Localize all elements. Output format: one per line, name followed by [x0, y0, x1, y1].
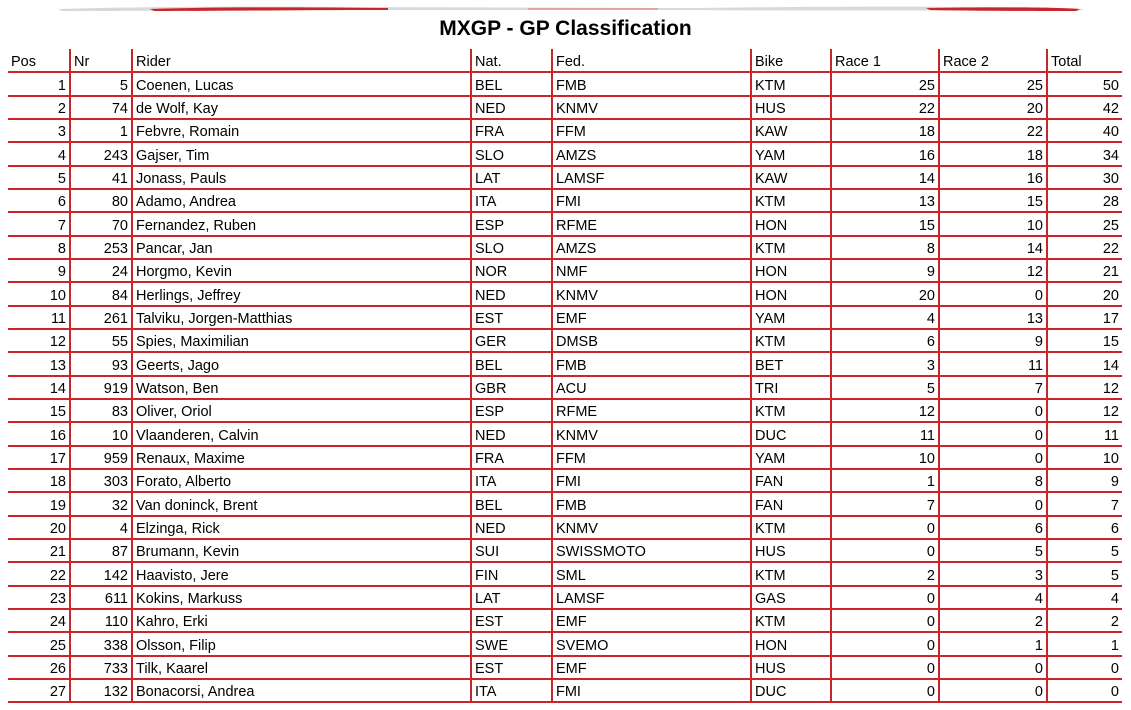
fed-cell: RFME — [552, 212, 751, 235]
col-header-total: Total — [1047, 49, 1122, 72]
fed-cell: AMZS — [552, 142, 751, 165]
rider-cell: Jonass, Pauls — [132, 166, 471, 189]
race1-cell: 25 — [831, 72, 939, 95]
total-cell: 11 — [1047, 422, 1122, 445]
bike-cell: HON — [751, 212, 831, 235]
total-cell: 14 — [1047, 352, 1122, 375]
race2-cell: 15 — [939, 189, 1047, 212]
rider-cell: Herlings, Jeffrey — [132, 282, 471, 305]
fed-cell: AMZS — [552, 236, 751, 259]
race1-cell: 7 — [831, 492, 939, 515]
total-cell: 6 — [1047, 516, 1122, 539]
page-title: MXGP - GP Classification — [439, 17, 692, 40]
pos-cell: 17 — [8, 446, 70, 469]
total-cell: 50 — [1047, 72, 1122, 95]
bike-cell: HUS — [751, 96, 831, 119]
nr-cell: 959 — [70, 446, 132, 469]
fed-cell: LAMSF — [552, 586, 751, 609]
total-cell: 30 — [1047, 166, 1122, 189]
race1-cell: 11 — [831, 422, 939, 445]
nat-cell: ITA — [471, 469, 552, 492]
total-cell: 34 — [1047, 142, 1122, 165]
race2-cell: 13 — [939, 306, 1047, 329]
pos-cell: 21 — [8, 539, 70, 562]
race2-cell: 18 — [939, 142, 1047, 165]
race1-cell: 0 — [831, 632, 939, 655]
nr-cell: 70 — [70, 212, 132, 235]
race2-cell: 0 — [939, 679, 1047, 702]
fed-cell: DMSB — [552, 329, 751, 352]
pos-cell: 4 — [8, 142, 70, 165]
race1-cell: 0 — [831, 656, 939, 679]
bike-cell: YAM — [751, 306, 831, 329]
bike-cell: TRI — [751, 376, 831, 399]
table-row — [8, 166, 1122, 189]
table-row — [8, 236, 1122, 259]
race2-cell: 6 — [939, 516, 1047, 539]
race2-cell: 3 — [939, 562, 1047, 585]
col-header-nr: Nr — [70, 49, 132, 72]
nr-cell: 733 — [70, 656, 132, 679]
rider-cell: Watson, Ben — [132, 376, 471, 399]
bike-cell: KTM — [751, 609, 831, 632]
rider-cell: Spies, Maximilian — [132, 329, 471, 352]
fed-cell: RFME — [552, 399, 751, 422]
rider-cell: Elzinga, Rick — [132, 516, 471, 539]
pos-cell: 27 — [8, 679, 70, 702]
table-row — [8, 656, 1122, 679]
bike-cell: HON — [751, 282, 831, 305]
pos-cell: 2 — [8, 96, 70, 119]
table-row — [8, 306, 1122, 329]
nr-cell: 84 — [70, 282, 132, 305]
pos-cell: 18 — [8, 469, 70, 492]
race1-cell: 14 — [831, 166, 939, 189]
pos-cell: 3 — [8, 119, 70, 142]
table-row — [8, 142, 1122, 165]
fed-cell: SVEMO — [552, 632, 751, 655]
fed-cell: LAMSF — [552, 166, 751, 189]
total-cell: 7 — [1047, 492, 1122, 515]
rider-cell: Pancar, Jan — [132, 236, 471, 259]
bike-cell: YAM — [751, 142, 831, 165]
race2-cell: 0 — [939, 282, 1047, 305]
race1-cell: 10 — [831, 446, 939, 469]
pos-cell: 1 — [8, 72, 70, 95]
table-row — [8, 679, 1122, 702]
race2-cell: 4 — [939, 586, 1047, 609]
nr-cell: 93 — [70, 352, 132, 375]
rider-cell: Kokins, Markuss — [132, 586, 471, 609]
bike-cell: KTM — [751, 72, 831, 95]
nr-cell: 24 — [70, 259, 132, 282]
rider-cell: Fernandez, Ruben — [132, 212, 471, 235]
race2-cell: 0 — [939, 492, 1047, 515]
total-cell: 4 — [1047, 586, 1122, 609]
table-row — [8, 376, 1122, 399]
nat-cell: LAT — [471, 166, 552, 189]
race2-cell: 8 — [939, 469, 1047, 492]
fed-cell: EMF — [552, 656, 751, 679]
rider-cell: Renaux, Maxime — [132, 446, 471, 469]
race1-cell: 0 — [831, 679, 939, 702]
col-header-bike: Bike — [751, 49, 831, 72]
race2-cell: 12 — [939, 259, 1047, 282]
rider-cell: Forato, Alberto — [132, 469, 471, 492]
total-cell: 17 — [1047, 306, 1122, 329]
nr-cell: 132 — [70, 679, 132, 702]
pos-cell: 13 — [8, 352, 70, 375]
pos-cell: 22 — [8, 562, 70, 585]
table-row — [8, 469, 1122, 492]
total-cell: 42 — [1047, 96, 1122, 119]
pos-cell: 19 — [8, 492, 70, 515]
col-header-race1: Race 1 — [831, 49, 939, 72]
rider-cell: Talviku, Jorgen-Matthias — [132, 306, 471, 329]
pos-cell: 5 — [8, 166, 70, 189]
rider-cell: Adamo, Andrea — [132, 189, 471, 212]
race2-cell: 1 — [939, 632, 1047, 655]
nat-cell: NED — [471, 516, 552, 539]
header-row — [8, 49, 1122, 72]
race2-cell: 20 — [939, 96, 1047, 119]
fed-cell: FFM — [552, 119, 751, 142]
table-row — [8, 609, 1122, 632]
nr-cell: 83 — [70, 399, 132, 422]
bike-cell: HUS — [751, 656, 831, 679]
pos-cell: 10 — [8, 282, 70, 305]
rider-cell: Haavisto, Jere — [132, 562, 471, 585]
race2-cell: 0 — [939, 422, 1047, 445]
race2-cell: 2 — [939, 609, 1047, 632]
fed-cell: KNMV — [552, 282, 751, 305]
nr-cell: 55 — [70, 329, 132, 352]
pos-cell: 15 — [8, 399, 70, 422]
table-row — [8, 399, 1122, 422]
fed-cell: KNMV — [552, 96, 751, 119]
pos-cell: 24 — [8, 609, 70, 632]
nat-cell: ITA — [471, 189, 552, 212]
rider-cell: Olsson, Filip — [132, 632, 471, 655]
total-cell: 12 — [1047, 399, 1122, 422]
rider-cell: Tilk, Kaarel — [132, 656, 471, 679]
bike-cell: KTM — [751, 516, 831, 539]
nr-cell: 80 — [70, 189, 132, 212]
race1-cell: 1 — [831, 469, 939, 492]
nr-cell: 10 — [70, 422, 132, 445]
bike-cell: DUC — [751, 422, 831, 445]
table-row — [8, 539, 1122, 562]
race1-cell: 15 — [831, 212, 939, 235]
bike-cell: HON — [751, 632, 831, 655]
classification-table — [8, 49, 1122, 703]
nr-cell: 4 — [70, 516, 132, 539]
fed-cell: KNMV — [552, 422, 751, 445]
rider-cell: Kahro, Erki — [132, 609, 471, 632]
bike-cell: KTM — [751, 236, 831, 259]
rider-cell: de Wolf, Kay — [132, 96, 471, 119]
pos-cell: 7 — [8, 212, 70, 235]
nat-cell: NED — [471, 422, 552, 445]
bike-cell: KAW — [751, 166, 831, 189]
race1-cell: 0 — [831, 609, 939, 632]
total-cell: 0 — [1047, 656, 1122, 679]
nat-cell: BEL — [471, 352, 552, 375]
pos-cell: 23 — [8, 586, 70, 609]
nr-cell: 243 — [70, 142, 132, 165]
table-row — [8, 632, 1122, 655]
pos-cell: 12 — [8, 329, 70, 352]
fed-cell: SWISSMOTO — [552, 539, 751, 562]
rider-cell: Coenen, Lucas — [132, 72, 471, 95]
table-row — [8, 189, 1122, 212]
race1-cell: 9 — [831, 259, 939, 282]
nat-cell: EST — [471, 609, 552, 632]
fed-cell: NMF — [552, 259, 751, 282]
bike-cell: GAS — [751, 586, 831, 609]
col-header-race2: Race 2 — [939, 49, 1047, 72]
bike-cell: HON — [751, 259, 831, 282]
total-cell: 12 — [1047, 376, 1122, 399]
nat-cell: SUI — [471, 539, 552, 562]
nat-cell: FRA — [471, 119, 552, 142]
fed-cell: FFM — [552, 446, 751, 469]
race1-cell: 0 — [831, 516, 939, 539]
bike-cell: KTM — [751, 399, 831, 422]
nr-cell: 303 — [70, 469, 132, 492]
nr-cell: 919 — [70, 376, 132, 399]
total-cell: 15 — [1047, 329, 1122, 352]
pos-cell: 14 — [8, 376, 70, 399]
nat-cell: NED — [471, 96, 552, 119]
total-cell: 40 — [1047, 119, 1122, 142]
race2-cell: 0 — [939, 656, 1047, 679]
nr-cell: 5 — [70, 72, 132, 95]
table-row — [8, 352, 1122, 375]
nat-cell: ESP — [471, 212, 552, 235]
nat-cell: EST — [471, 656, 552, 679]
total-cell: 2 — [1047, 609, 1122, 632]
race1-cell: 18 — [831, 119, 939, 142]
table-row — [8, 516, 1122, 539]
race2-cell: 9 — [939, 329, 1047, 352]
fed-cell: EMF — [552, 306, 751, 329]
pos-cell: 11 — [8, 306, 70, 329]
race2-cell: 7 — [939, 376, 1047, 399]
total-cell: 20 — [1047, 282, 1122, 305]
nr-cell: 41 — [70, 166, 132, 189]
race2-cell: 25 — [939, 72, 1047, 95]
race2-cell: 16 — [939, 166, 1047, 189]
race1-cell: 2 — [831, 562, 939, 585]
pos-cell: 6 — [8, 189, 70, 212]
total-cell: 5 — [1047, 562, 1122, 585]
fed-cell: FMB — [552, 352, 751, 375]
nat-cell: SLO — [471, 142, 552, 165]
pos-cell: 26 — [8, 656, 70, 679]
table-row — [8, 446, 1122, 469]
fed-cell: KNMV — [552, 516, 751, 539]
nat-cell: FRA — [471, 446, 552, 469]
nat-cell: EST — [471, 306, 552, 329]
total-cell: 10 — [1047, 446, 1122, 469]
col-header-fed: Fed. — [552, 49, 751, 72]
nat-cell: SLO — [471, 236, 552, 259]
bike-cell: YAM — [751, 446, 831, 469]
total-cell: 1 — [1047, 632, 1122, 655]
race2-cell: 11 — [939, 352, 1047, 375]
race1-cell: 3 — [831, 352, 939, 375]
fed-cell: ACU — [552, 376, 751, 399]
nat-cell: LAT — [471, 586, 552, 609]
race2-cell: 0 — [939, 446, 1047, 469]
nat-cell: BEL — [471, 72, 552, 95]
bike-cell: BET — [751, 352, 831, 375]
race1-cell: 0 — [831, 539, 939, 562]
pos-cell: 9 — [8, 259, 70, 282]
rider-cell: Febvre, Romain — [132, 119, 471, 142]
nr-cell: 74 — [70, 96, 132, 119]
race2-cell: 0 — [939, 399, 1047, 422]
nr-cell: 1 — [70, 119, 132, 142]
table-row — [8, 212, 1122, 235]
nat-cell: FIN — [471, 562, 552, 585]
table-row — [8, 422, 1122, 445]
nat-cell: GBR — [471, 376, 552, 399]
fed-cell: SML — [552, 562, 751, 585]
total-cell: 21 — [1047, 259, 1122, 282]
bike-cell: KTM — [751, 189, 831, 212]
rider-cell: Oliver, Oriol — [132, 399, 471, 422]
race2-cell: 5 — [939, 539, 1047, 562]
race1-cell: 4 — [831, 306, 939, 329]
pos-cell: 16 — [8, 422, 70, 445]
fed-cell: FMI — [552, 189, 751, 212]
rider-cell: Geerts, Jago — [132, 352, 471, 375]
race2-cell: 22 — [939, 119, 1047, 142]
table-row — [8, 562, 1122, 585]
nr-cell: 338 — [70, 632, 132, 655]
rider-cell: Vlaanderen, Calvin — [132, 422, 471, 445]
table-row — [8, 259, 1122, 282]
rider-cell: Brumann, Kevin — [132, 539, 471, 562]
col-header-nat: Nat. — [471, 49, 552, 72]
nat-cell: GER — [471, 329, 552, 352]
nr-cell: 261 — [70, 306, 132, 329]
bike-cell: DUC — [751, 679, 831, 702]
race1-cell: 5 — [831, 376, 939, 399]
fed-cell: FMB — [552, 72, 751, 95]
nr-cell: 110 — [70, 609, 132, 632]
bike-cell: KTM — [751, 329, 831, 352]
rider-cell: Gajser, Tim — [132, 142, 471, 165]
race1-cell: 16 — [831, 142, 939, 165]
nr-cell: 87 — [70, 539, 132, 562]
table-row — [8, 586, 1122, 609]
race2-cell: 14 — [939, 236, 1047, 259]
pos-cell: 20 — [8, 516, 70, 539]
rider-cell: Bonacorsi, Andrea — [132, 679, 471, 702]
race1-cell: 8 — [831, 236, 939, 259]
nat-cell: NOR — [471, 259, 552, 282]
fed-cell: EMF — [552, 609, 751, 632]
nat-cell: ITA — [471, 679, 552, 702]
fed-cell: FMI — [552, 469, 751, 492]
total-cell: 22 — [1047, 236, 1122, 259]
rider-cell: Horgmo, Kevin — [132, 259, 471, 282]
race1-cell: 20 — [831, 282, 939, 305]
total-cell: 25 — [1047, 212, 1122, 235]
total-cell: 28 — [1047, 189, 1122, 212]
table-row — [8, 119, 1122, 142]
table-row — [8, 72, 1122, 95]
pos-cell: 25 — [8, 632, 70, 655]
bike-cell: KAW — [751, 119, 831, 142]
table-row — [8, 282, 1122, 305]
rider-cell: Van doninck, Brent — [132, 492, 471, 515]
fed-cell: FMB — [552, 492, 751, 515]
nr-cell: 611 — [70, 586, 132, 609]
bike-cell: KTM — [751, 562, 831, 585]
col-header-rider: Rider — [132, 49, 471, 72]
nr-cell: 142 — [70, 562, 132, 585]
table-row — [8, 329, 1122, 352]
nat-cell: NED — [471, 282, 552, 305]
race1-cell: 12 — [831, 399, 939, 422]
race1-cell: 6 — [831, 329, 939, 352]
header-brush-stroke — [58, 4, 1084, 13]
nr-cell: 253 — [70, 236, 132, 259]
total-cell: 9 — [1047, 469, 1122, 492]
race1-cell: 22 — [831, 96, 939, 119]
table-row — [8, 492, 1122, 515]
bike-cell: HUS — [751, 539, 831, 562]
nat-cell: ESP — [471, 399, 552, 422]
total-cell: 0 — [1047, 679, 1122, 702]
nat-cell: BEL — [471, 492, 552, 515]
col-header-pos: Pos — [8, 49, 70, 72]
fed-cell: FMI — [552, 679, 751, 702]
race2-cell: 10 — [939, 212, 1047, 235]
pos-cell: 8 — [8, 236, 70, 259]
bike-cell: FAN — [751, 492, 831, 515]
bike-cell: FAN — [751, 469, 831, 492]
nat-cell: SWE — [471, 632, 552, 655]
table-row — [8, 96, 1122, 119]
race1-cell: 13 — [831, 189, 939, 212]
nr-cell: 32 — [70, 492, 132, 515]
total-cell: 5 — [1047, 539, 1122, 562]
race1-cell: 0 — [831, 586, 939, 609]
